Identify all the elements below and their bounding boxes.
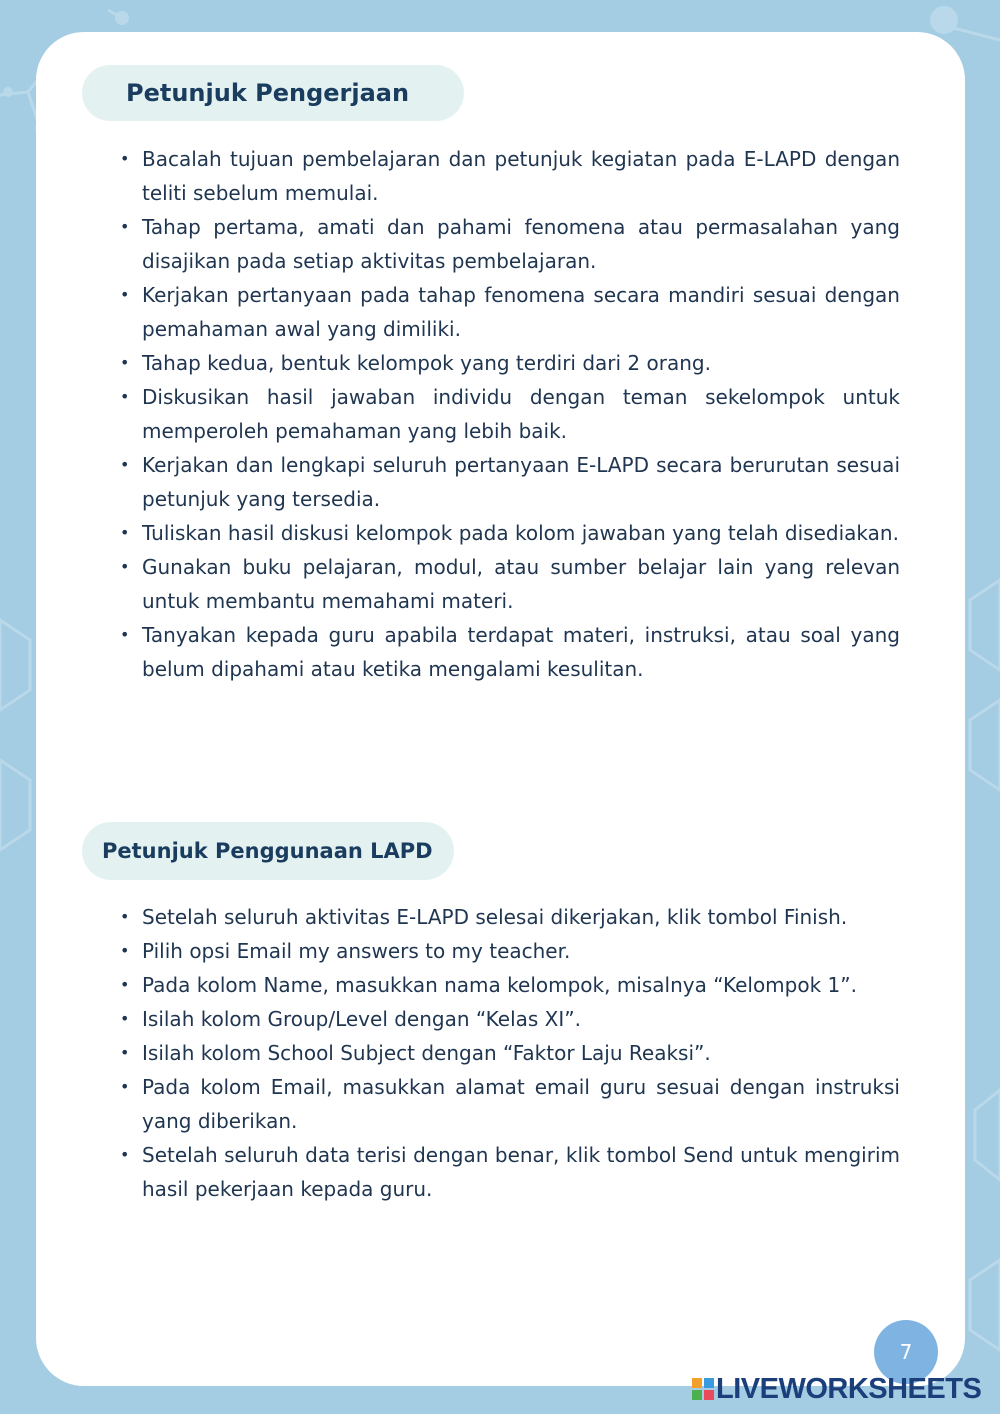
- list-item: • Tahap kedua, bentuk kelompok yang terdiri dari 2 orang.: [120, 346, 900, 380]
- brand-name: LIVEWORKSHEETS: [716, 1372, 982, 1405]
- list-item: • Tahap pertama, amati dan pahami fenomena atau permasalahan yang disajikan pada setiap aktivitas pembelajaran.: [120, 210, 900, 278]
- list-item: • Tanyakan kepada guru apabila terdapat materi, instruksi, atau soal yang belum dipahami atau ketika mengalami kesulitan.: [120, 618, 900, 686]
- page-number-badge: 7: [874, 1320, 938, 1384]
- list-item: • Pada kolom Name, masukkan nama kelompok, misalnya “Kelompok 1”.: [120, 968, 900, 1002]
- petunjuk-pengerjaan-list: [120, 142, 900, 686]
- petunjuk-penggunaan-list: [120, 900, 900, 1206]
- liveworksheets-logo-icon: [692, 1378, 714, 1400]
- list-item: • Kerjakan dan lengkapi seluruh pertanyaan E-LAPD secara berurutan sesuai petunjuk yang tersedia.: [120, 448, 900, 516]
- section-heading-petunjuk-pengerjaan: Petunjuk Pengerjaan: [82, 65, 464, 121]
- list-item: • Kerjakan pertanyaan pada tahap fenomena secara mandiri sesuai dengan pemahaman awal yang dimiliki.: [120, 278, 900, 346]
- list-item: • Bacalah tujuan pembelajaran dan petunjuk kegiatan pada E-LAPD dengan teliti sebelum memulai.: [120, 142, 900, 210]
- list-item: • Setelah seluruh aktivitas E-LAPD selesai dikerjakan, klik tombol Finish.: [120, 900, 900, 934]
- list-item: • Setelah seluruh data terisi dengan benar, klik tombol Send untuk mengirim hasil pekerjaan kepada guru.: [120, 1138, 900, 1206]
- list-item: • Pilih opsi Email my answers to my teacher.: [120, 934, 900, 968]
- list-item: • Isilah kolom Group/Level dengan “Kelas XI”.: [120, 1002, 900, 1036]
- list-item: • Diskusikan hasil jawaban individu dengan teman sekelompok untuk memperoleh pemahaman yang lebih baik.: [120, 380, 900, 448]
- list-item: • Gunakan buku pelajaran, modul, atau sumber belajar lain yang relevan untuk membantu memahami materi.: [120, 550, 900, 618]
- section-heading-petunjuk-penggunaan: Petunjuk Penggunaan LAPD: [82, 822, 454, 880]
- list-item: • Pada kolom Email, masukkan alamat email guru sesuai dengan instruksi yang diberikan.: [120, 1070, 900, 1138]
- list-item: • Isilah kolom School Subject dengan “Faktor Laju Reaksi”.: [120, 1036, 900, 1070]
- content-card: [36, 32, 965, 1386]
- liveworksheets-brand[interactable]: [692, 1372, 981, 1406]
- list-item: • Tuliskan hasil diskusi kelompok pada kolom jawaban yang telah disediakan.: [120, 516, 900, 550]
